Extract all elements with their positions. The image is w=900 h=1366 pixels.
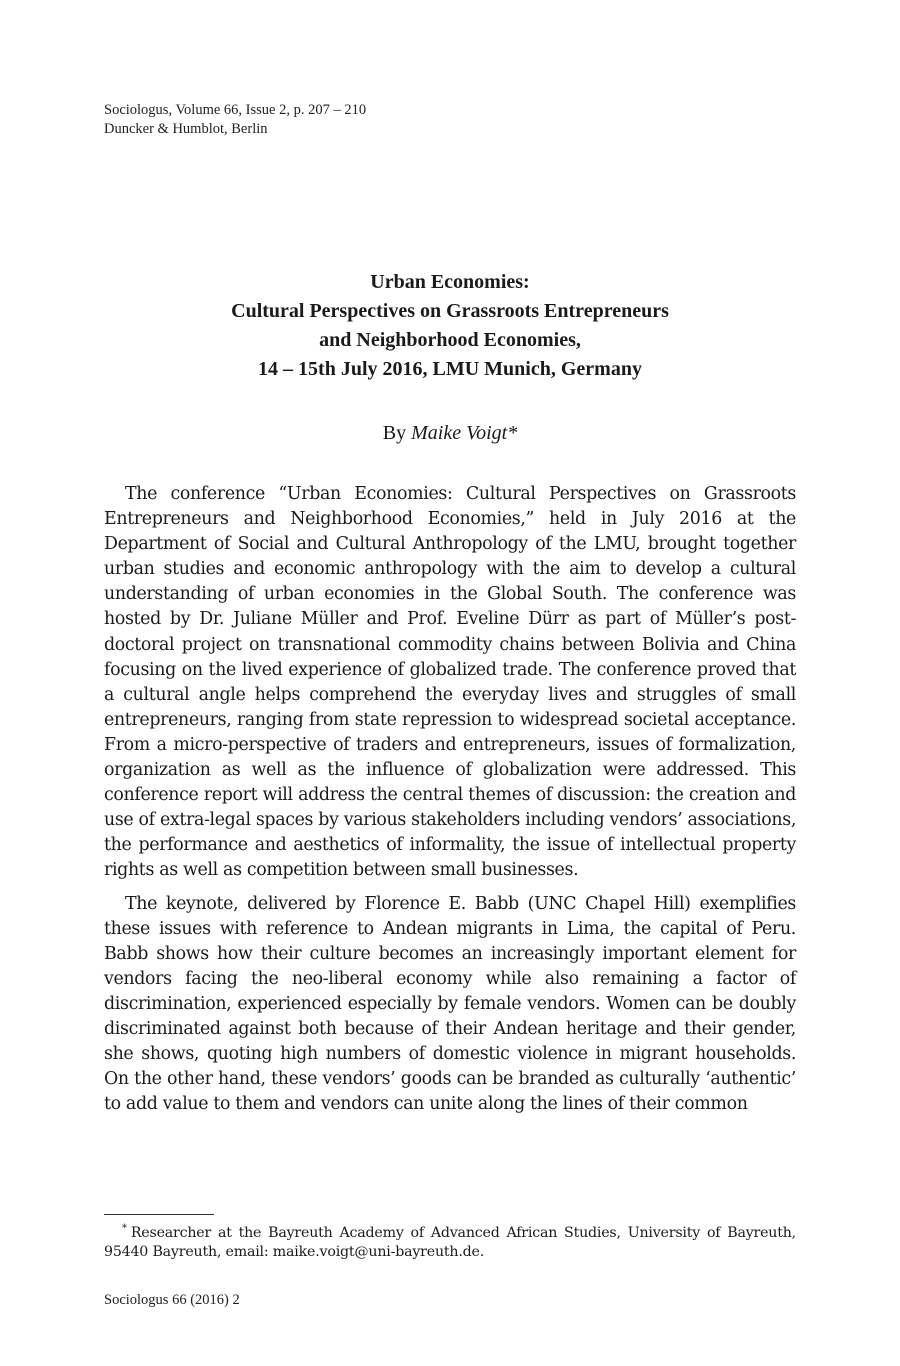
running-header — [104, 101, 366, 139]
body-paragraph: The keynote, delivered by Florence E. Babb (UNC Chapel Hill) exemplifies these issues with reference to Andean migrants in Lima, the capital of Peru. Babb shows how their culture becomes an increasingly important element for vendors facing the neo-liberal economy while also remaining a factor of discrimination, experienced especially by female vendors. Women can be doubly discriminated against both because of their Andean heritage and their gender, she shows, quoting high numbers of domestic violence in migrant households. On the other hand, these vendors’ goods can be branded as culturally ‘authentic’ to add value to them and vendors can unite along the lines of their common — [104, 893, 796, 1115]
body-paragraph: The conference “Urban Economies: Cultural Perspectives on Grassroots Entrepreneurs and Neighborhood Economies,” held in July 2016 at the Department of Social and Cultural Anthropology of the LMU, brought together urban studies and economic anthropology with the aim to develop a cultural understanding of urban economies in the Global South. The conference was hosted by Dr. Juliane Müller and Prof. Eveline Dürr as part of Müller’s post-doctoral project on transnational commodity chains between Bolivia and China focusing on the lived experience of globalized trade. The conference proved that a cultural angle helps comprehend the everyday lives and struggles of small entrepreneurs, ranging from state repression to widespread societal acceptance. From a micro-perspective of traders and entrepreneurs, issues of formalization, organization as well as the influence of globalization were addressed. This conference report will address the central themes of discussion: the creation and use of extra-legal spaces by various stakeholders including vendors’ associations, the performance and aesthetics of informality, the issue of intellectual property rights as well as competition between small businesses. — [104, 484, 796, 881]
byline-prefix: By — [382, 422, 412, 444]
title-line: Urban Economies: — [370, 271, 530, 293]
footnote-divider — [104, 1214, 214, 1215]
title-line: and Neighborhood Economies, — [319, 329, 581, 351]
footnote — [104, 1224, 796, 1262]
article-title — [104, 268, 796, 384]
publisher-line: Duncker & Humblot, Berlin — [104, 121, 268, 137]
author-name: Maike Voigt* — [411, 422, 518, 444]
byline — [104, 420, 796, 446]
page-footer: Sociologus 66 (2016) 2 — [104, 1292, 240, 1308]
footnote-mark: * — [122, 1223, 127, 1235]
title-line: 14 – 15th July 2016, LMU Munich, Germany — [258, 358, 642, 380]
journal-citation: Sociologus, Volume 66, Issue 2, p. 207 – 210 — [104, 102, 367, 118]
title-line: Cultural Perspectives on Grassroots Entrepreneurs — [231, 300, 669, 322]
article-body — [104, 482, 796, 1125]
footnote-text: Researcher at the Bayreuth Academy of Advanced African Studies, University of Bayreuth, 95440 Bayreuth, email: maike.voigt@uni-bayreuth.de. — [104, 1225, 796, 1260]
